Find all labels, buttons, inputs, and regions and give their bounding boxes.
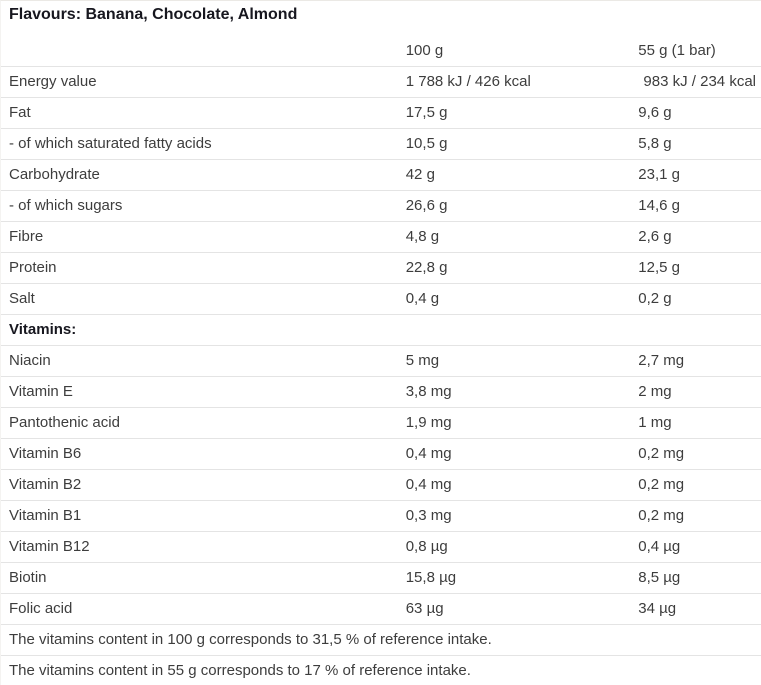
table-row bbox=[1, 191, 761, 222]
row-label: Carbohydrate bbox=[1, 160, 398, 191]
table-row bbox=[1, 439, 761, 470]
row-value-bar: 2,6 g bbox=[630, 222, 761, 253]
row-value-100g: 4,8 g bbox=[398, 222, 631, 253]
row-label: Fibre bbox=[1, 222, 398, 253]
table-row bbox=[1, 532, 761, 563]
row-value-100g: 1 788 kJ / 426 kcal bbox=[398, 67, 631, 98]
table-row bbox=[1, 67, 761, 98]
row-value-bar: 0,2 mg bbox=[630, 470, 761, 501]
footnote-text: The vitamins content in 100 g corresponds to 31,5 % of reference intake. bbox=[1, 625, 761, 656]
table-row bbox=[1, 470, 761, 501]
footnote-row bbox=[1, 625, 761, 656]
table-row bbox=[1, 222, 761, 253]
row-label: Fat bbox=[1, 98, 398, 129]
row-value-bar: 983 kJ / 234 kcal bbox=[630, 67, 761, 98]
row-value-bar: 2 mg bbox=[630, 377, 761, 408]
row-value-bar: 5,8 g bbox=[630, 129, 761, 160]
row-value-bar: 23,1 g bbox=[630, 160, 761, 191]
nutrition-table-body bbox=[1, 67, 761, 685]
column-header-blank bbox=[1, 36, 398, 67]
row-value-bar: 1 mg bbox=[630, 408, 761, 439]
row-label: Energy value bbox=[1, 67, 398, 98]
table-row bbox=[1, 129, 761, 160]
row-label: Vitamin B1 bbox=[1, 501, 398, 532]
row-value-bar: 8,5 µg bbox=[630, 563, 761, 594]
row-value-bar: 12,5 g bbox=[630, 253, 761, 284]
table-row bbox=[1, 408, 761, 439]
column-header-100g: 100 g bbox=[398, 36, 631, 67]
row-value-100g: 17,5 g bbox=[398, 98, 631, 129]
row-value-100g: 10,5 g bbox=[398, 129, 631, 160]
row-label: - of which sugars bbox=[1, 191, 398, 222]
row-label: Vitamin B2 bbox=[1, 470, 398, 501]
row-value-100g: 26,6 g bbox=[398, 191, 631, 222]
column-header-bar: 55 g (1 bar) bbox=[630, 36, 761, 67]
row-value-100g: 1,9 mg bbox=[398, 408, 631, 439]
row-value-100g: 15,8 µg bbox=[398, 563, 631, 594]
row-label: Vitamin E bbox=[1, 377, 398, 408]
table-row bbox=[1, 253, 761, 284]
table-row bbox=[1, 594, 761, 625]
row-label: Salt bbox=[1, 284, 398, 315]
table-row bbox=[1, 98, 761, 129]
row-label: Niacin bbox=[1, 346, 398, 377]
table-row bbox=[1, 501, 761, 532]
row-value-100g: 3,8 mg bbox=[398, 377, 631, 408]
row-value-bar: 14,6 g bbox=[630, 191, 761, 222]
table-row bbox=[1, 377, 761, 408]
row-value-bar bbox=[630, 315, 761, 346]
row-value-100g: 0,4 g bbox=[398, 284, 631, 315]
table-row bbox=[1, 315, 761, 346]
footnote-row bbox=[1, 656, 761, 685]
row-value-100g: 42 g bbox=[398, 160, 631, 191]
flavours-heading: Flavours: Banana, Chocolate, Almond bbox=[9, 6, 298, 23]
table-row bbox=[1, 284, 761, 315]
row-value-bar: 2,7 mg bbox=[630, 346, 761, 377]
row-value-bar: 0,2 g bbox=[630, 284, 761, 315]
row-label: Protein bbox=[1, 253, 398, 284]
table-row bbox=[1, 563, 761, 594]
row-label: Biotin bbox=[1, 563, 398, 594]
nutrition-table bbox=[1, 36, 761, 685]
row-value-bar: 9,6 g bbox=[630, 98, 761, 129]
row-value-bar: 0,2 mg bbox=[630, 439, 761, 470]
footnote-text: The vitamins content in 55 g corresponds to 17 % of reference intake. bbox=[1, 656, 761, 685]
row-value-100g: 0,4 mg bbox=[398, 439, 631, 470]
row-value-100g: 22,8 g bbox=[398, 253, 631, 284]
row-label: - of which saturated fatty acids bbox=[1, 129, 398, 160]
row-label: Vitamin B12 bbox=[1, 532, 398, 563]
row-value-100g bbox=[398, 315, 631, 346]
table-row bbox=[1, 346, 761, 377]
row-value-100g: 0,8 µg bbox=[398, 532, 631, 563]
row-label: Folic acid bbox=[1, 594, 398, 625]
row-value-100g: 0,4 mg bbox=[398, 470, 631, 501]
row-value-100g: 63 µg bbox=[398, 594, 631, 625]
row-value-bar: 34 µg bbox=[630, 594, 761, 625]
row-label: Pantothenic acid bbox=[1, 408, 398, 439]
row-value-100g: 5 mg bbox=[398, 346, 631, 377]
row-value-bar: 0,2 mg bbox=[630, 501, 761, 532]
row-value-bar: 0,4 µg bbox=[630, 532, 761, 563]
table-row bbox=[1, 160, 761, 191]
table-header-row bbox=[1, 36, 761, 67]
row-label: Vitamins: bbox=[1, 315, 398, 346]
row-label: Vitamin B6 bbox=[1, 439, 398, 470]
row-value-100g: 0,3 mg bbox=[398, 501, 631, 532]
